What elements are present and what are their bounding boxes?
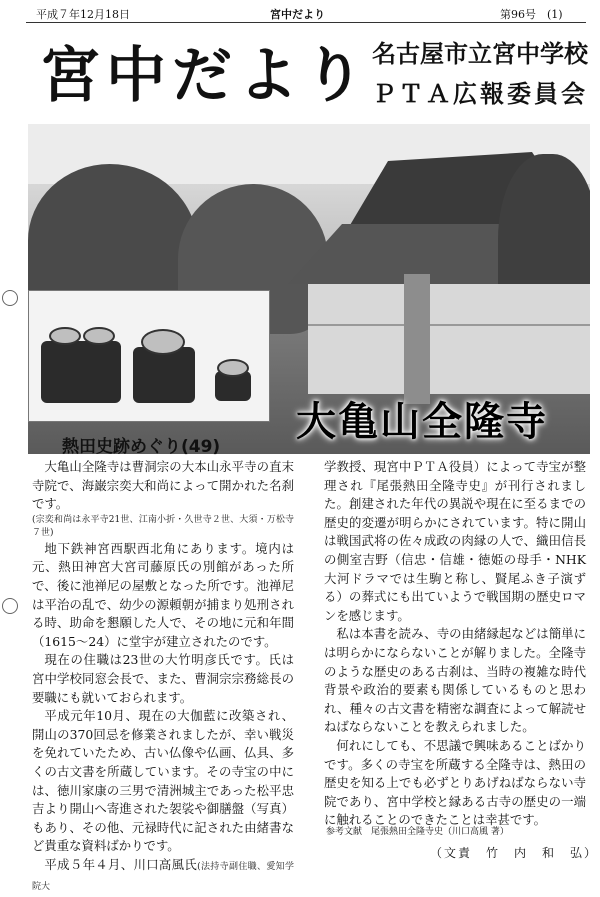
article-note: (宗奕和尚は永平寺21世、江南小折・久世寺２世、大須・万松寺７世): [32, 514, 294, 538]
treasure-inset-photo: [28, 290, 270, 422]
article-paragraph: 地下鉄神宮西駅西北角にあります。境内は元、熱田神宮大宮司藤原氏の別館があった所で、後に池禅尼の屋敷となった所です。池禅尼は平治の乱で、幼少の源頼朝が捕まり処刑される時、助命を懇願した人で、その地に元和年間（1615～24）に堂宇が建立されたのです。: [32, 540, 294, 649]
temple-name-heading: 大亀山全隆寺: [296, 398, 548, 445]
lacquer-bowl: [83, 327, 115, 345]
temple-wall-line: [308, 324, 590, 326]
article-inline-note: (法持寺副住職、愛知学院大: [32, 861, 295, 893]
article-paragraph: 現在の住職は23世の大竹明彦氏です。氏は宮中学校同窓会長で、また、曹洞宗宗務総長の要職にも就いておられます。: [32, 652, 294, 705]
reference-note: 参考文献 尾張熱田全隆寺史（川口高風 著）: [326, 827, 509, 837]
stone-pillar: [404, 274, 430, 404]
article-paragraph: 学教授、現宮中ＰＴＡ役員）によって寺宝が整理され『尾張熱田全隆寺史』が刊行されました。創建された年代の異説や現在に至るまでの歴史的変遷が明らかにされています。特に開山は戦国武将の佐々成政の肉縁の人で、織田信長の側室吉野（信忠・信雄・徳姫の母手・NHK大河ドラマでは生駒と称し、賢尾ふき子演ずる）の葬式にも出ていようで戦国期の歴史ロマンを感じます。: [324, 459, 586, 623]
masthead-committee: ＰＴＡ広報委員会: [372, 80, 588, 108]
header-issue-number: 第96号 (1): [500, 8, 563, 21]
article-paragraph: [32, 856, 294, 897]
article-paragraph: 大亀山全隆寺は曹洞宗の大本山永平寺の直末寺院で、海巌宗奕大和尚によって開かれた名刹です。: [32, 459, 294, 512]
punch-hole: [2, 598, 18, 614]
lacquer-bowl: [49, 327, 81, 345]
lacquer-bowl: [217, 359, 249, 377]
temple-wall: [308, 284, 590, 394]
article-text: 平成５年４月、川口高風氏: [44, 856, 198, 872]
lacquer-bowl: [141, 329, 185, 355]
article-paragraph: 何れにしても、不思議で興味あることばかりです。多くの寺宝を所蔵する全隆寺は、熱田の歴史を知る上でも必ずとりあげねばならない寺院であり、宮中学校と縁ある古寺の歴史の一端に触れることのできたことは幸甚です。: [324, 737, 586, 828]
punch-hole: [2, 290, 18, 306]
header-date: 平成７年12月18日: [36, 8, 130, 21]
lacquer-tray: [41, 341, 121, 403]
masthead-school-name: 名古屋市立宮中学校: [372, 40, 588, 68]
lacquer-tray: [133, 347, 195, 403]
article-paragraph: 私は本書を読み、寺の由緒縁起などは簡単には明らかにならないことが解りました。全隆寺のような歴史のある古刹は、当時の複雑な時代背景や政治的要素も関係しているものと思われ、種々の古文書を精密な調査によって解読せねばならないことを教えられました。: [324, 626, 586, 735]
series-label: 熱田史跡めぐり(49): [62, 437, 221, 457]
article-paragraph: 平成元年10月、現在の大伽藍に改築され、開山の370回忌を修業されましたが、幸い戦災を免れていたため、古い仏像や仏画、仏具、多くの古文書を所蔵しています。その寺宝の中には、徳川家康の三男で清洲城主であった松平忠吉より開山へ寄進された袈裟や御膳盤（写真）もあり、その他、元禄時代に記された由緒書など貴重な資料ばかりです。: [32, 708, 294, 854]
byline: （文責 竹 内 和 弘）: [430, 846, 599, 860]
masthead-title: 宮中だより: [40, 41, 370, 111]
article-left-column: [32, 458, 294, 897]
article-right-column: [324, 458, 586, 830]
header-newsletter-name: 宮中だより: [270, 8, 325, 21]
header-rule: [26, 22, 586, 23]
